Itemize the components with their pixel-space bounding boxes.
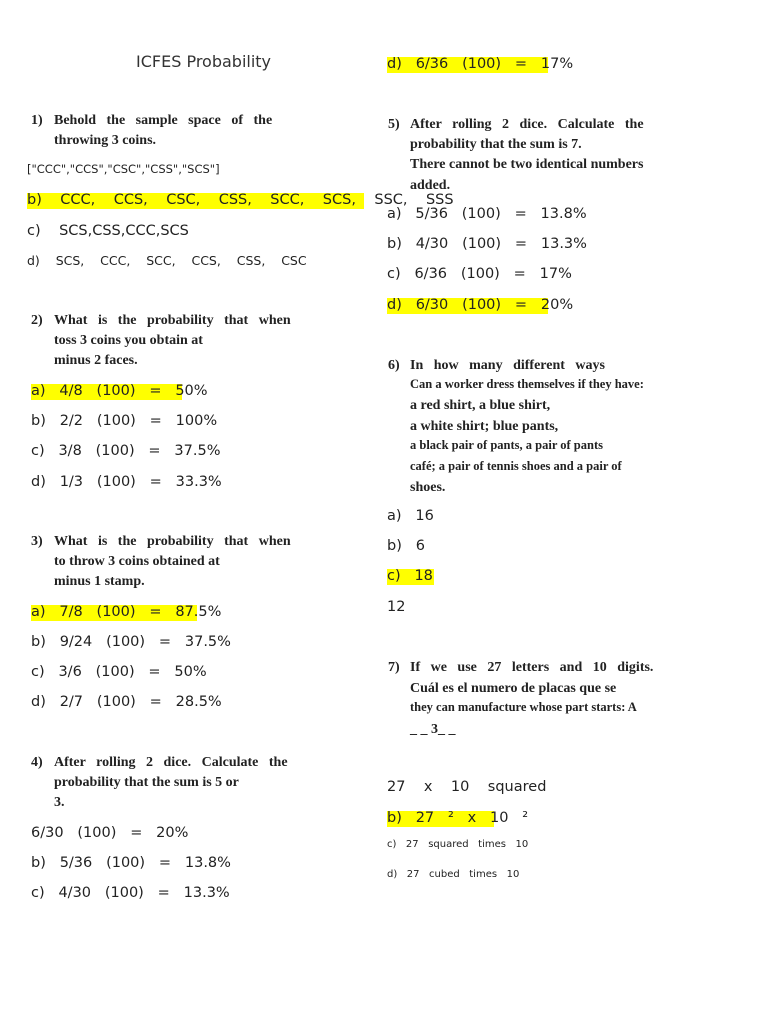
question-4-line: After rolling 2 dice. Calculate the <box>54 755 288 770</box>
question-6-option-a: a) 16 <box>387 508 434 524</box>
question-6-line: café; a pair of tennis shoes and a pair of <box>410 459 622 473</box>
question-7-line: _ _ 3_ _ <box>410 722 456 737</box>
question-6-line: Can a worker dress themselves if they have: <box>410 377 644 391</box>
question-4-option-c: c) 4/30 (100) = 13.3% <box>31 885 230 901</box>
question-1-option-d: d) SCS, CCC, SCC, CCS, CSS, CSC <box>27 253 307 268</box>
question-2-line: toss 3 coins you obtain at <box>54 333 203 348</box>
question-4-number: 4) <box>31 755 43 770</box>
question-7-line: they can manufacture whose part starts: A <box>410 700 637 714</box>
question-5-line: probability that the sum is 7. <box>410 137 582 152</box>
question-3-option-a: a) 7/8 (100) = 87.5% <box>31 604 222 620</box>
question-2-number: 2) <box>31 313 43 328</box>
question-3-number: 3) <box>31 534 43 549</box>
question-3-line: minus 1 stamp. <box>54 574 145 589</box>
question-4-option: 6/30 (100) = 20% <box>31 825 189 841</box>
question-2-option-d: d) 1/3 (100) = 33.3% <box>31 474 222 490</box>
question-6-line: In how many different ways <box>410 358 605 373</box>
question-7-option: 27 x 10 squared <box>387 779 547 795</box>
question-2-option-b: b) 2/2 (100) = 100% <box>31 413 218 429</box>
question-5-number: 5) <box>388 117 400 132</box>
question-1-line: throwing 3 coins. <box>54 133 157 148</box>
question-2-line: minus 2 faces. <box>54 353 138 368</box>
question-7-number: 7) <box>388 660 400 675</box>
question-2-option-c: c) 3/8 (100) = 37.5% <box>31 443 221 459</box>
question-5-option-c: c) 6/36 (100) = 17% <box>387 266 572 282</box>
question-7-option-b: b) 27 ² x 10 ² <box>387 810 529 826</box>
question-7-line: Cuál es el numero de placas que se <box>410 681 617 696</box>
question-1-number: 1) <box>31 113 43 128</box>
question-6-line: a red shirt, a blue shirt, <box>410 398 551 413</box>
question-3-option-c: c) 3/6 (100) = 50% <box>31 664 207 680</box>
question-6-line: shoes. <box>410 480 446 495</box>
question-3-line: to throw 3 coins obtained at <box>54 554 220 569</box>
question-5-option-d: d) 6/30 (100) = 20% <box>387 297 574 313</box>
question-5-line: There cannot be two identical numbers <box>410 157 644 172</box>
question-2-option-a: a) 4/8 (100) = 50% <box>31 383 208 399</box>
question-1-option-b: b) CCC, CCS, CSC, CSS, SCC, SCS, SSC, SSS <box>27 192 454 208</box>
question-6-line: a black pair of pants, a pair of pants <box>410 438 603 452</box>
question-6-number: 6) <box>388 358 400 373</box>
question-5-line: added. <box>410 178 451 193</box>
question-4-option-b: b) 5/36 (100) = 13.8% <box>31 855 231 871</box>
question-7-option-c: c) 27 squared times 10 <box>387 839 529 850</box>
question-5-option-a: a) 5/36 (100) = 13.8% <box>387 206 587 222</box>
question-6-option-c: c) 18 <box>387 568 433 584</box>
question-2-line: What is the probability that when <box>54 313 291 328</box>
page-title: ICFES Probability <box>136 52 272 71</box>
question-4-option-d: d) 6/36 (100) = 17% <box>387 56 574 72</box>
question-3-option-d: d) 2/7 (100) = 28.5% <box>31 694 222 710</box>
question-6-option: 12 <box>387 599 406 615</box>
question-5-option-b: b) 4/30 (100) = 13.3% <box>387 236 587 252</box>
question-1-option-c: c) SCS,CSS,CCC,SCS <box>27 223 189 239</box>
question-7-line: If we use 27 letters and 10 digits. <box>410 660 654 675</box>
question-3-option-b: b) 9/24 (100) = 37.5% <box>31 634 231 650</box>
question-7-option-d: d) 27 cubed times 10 <box>387 869 520 880</box>
question-1-line: Behold the sample space of the <box>54 113 273 128</box>
sample-space: ["CCC","CCS","CSC","CSS","SCS"] <box>27 162 220 176</box>
question-5-line: After rolling 2 dice. Calculate the <box>410 117 644 132</box>
question-4-line: 3. <box>54 795 65 810</box>
question-6-option-b: b) 6 <box>387 538 425 554</box>
question-4-line: probability that the sum is 5 or <box>54 775 239 790</box>
question-3-line: What is the probability that when <box>54 534 291 549</box>
question-6-line: a white shirt; blue pants, <box>410 419 559 434</box>
